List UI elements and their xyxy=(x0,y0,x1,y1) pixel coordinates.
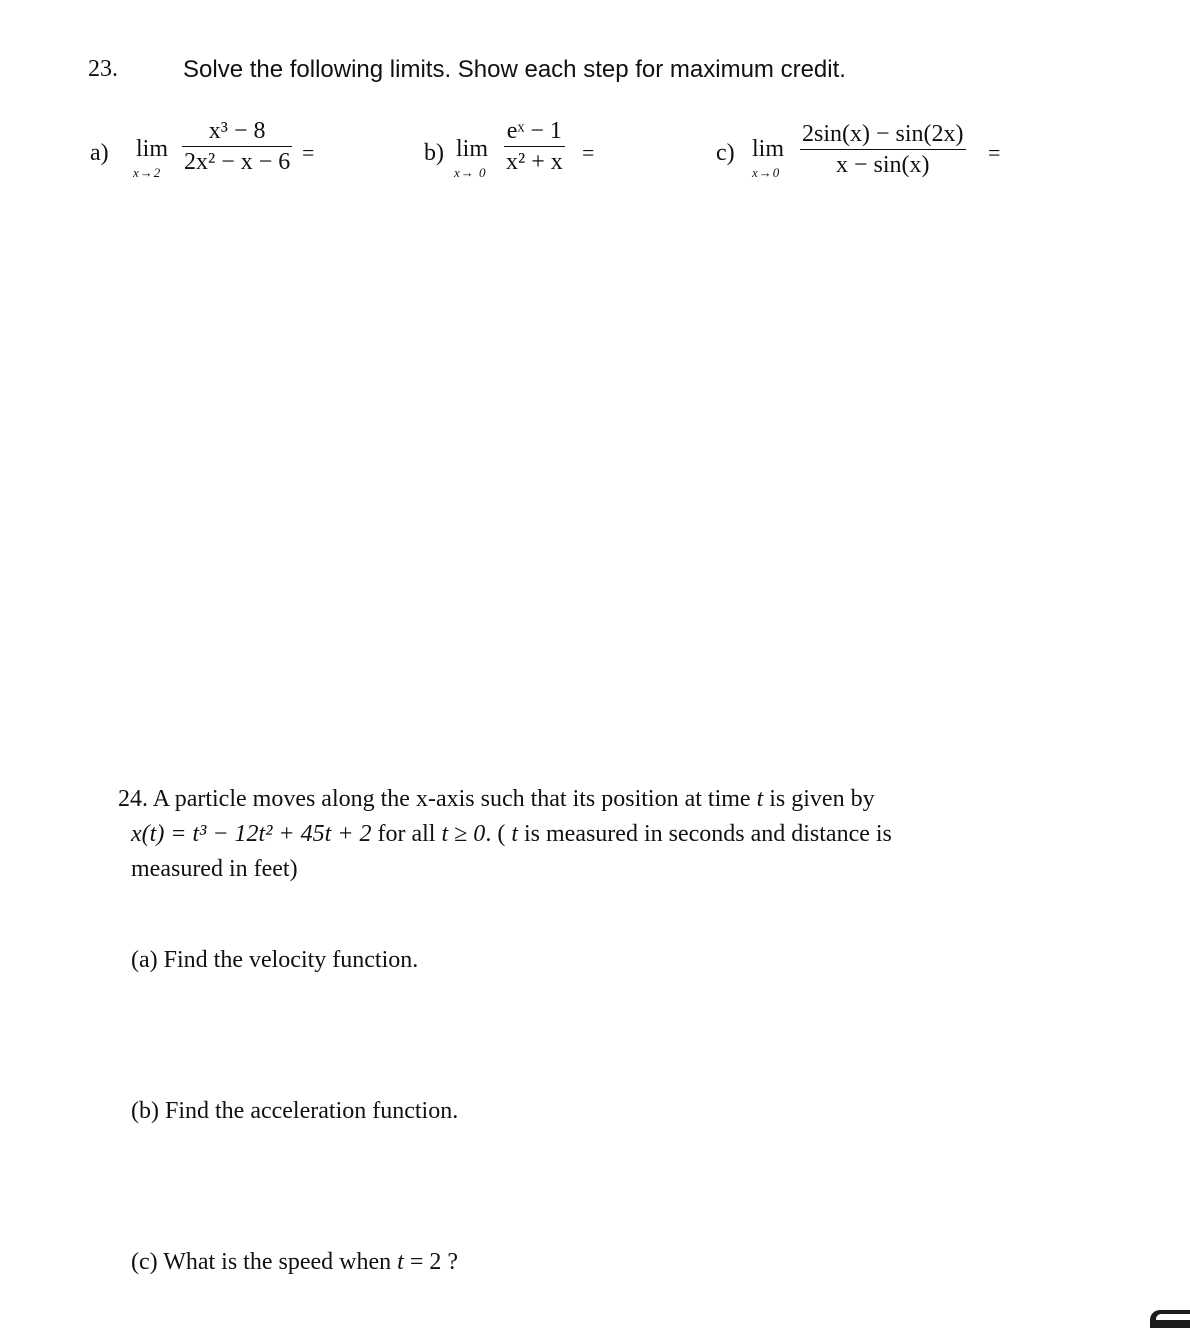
subquestion-c-var-t: t xyxy=(397,1249,404,1275)
question-24-var-t: t xyxy=(756,786,764,812)
part-a-fraction xyxy=(182,116,292,177)
question-24-line-3: measured in feet) xyxy=(131,856,298,882)
question-24-text-2a: for all xyxy=(377,821,436,847)
part-a-denominator: 2x² − x − 6 xyxy=(184,149,291,175)
part-c-label: c) xyxy=(716,140,735,166)
part-b-denominator: x² + x xyxy=(506,149,563,175)
question-24-text-2b: is measured in seconds and distance is xyxy=(523,821,892,847)
part-a-equals: = xyxy=(302,140,315,165)
subquestion-c-text: (c) What is the speed when xyxy=(131,1249,392,1275)
part-b-equals: = xyxy=(582,140,595,165)
question-23-prompt: Solve the following limits. Show each step for maximum credit. xyxy=(183,56,846,83)
part-c-equals: = xyxy=(988,140,1001,165)
position-formula: x(t) = t³ − 12t² + 45t + 2 xyxy=(131,821,372,847)
question-24-var-t-2: t xyxy=(511,821,518,847)
part-b-lim: lim xyxy=(456,136,489,162)
subquestion-b: (b) Find the acceleration function. xyxy=(131,1098,459,1124)
part-b-fraction xyxy=(504,116,565,177)
subquestion-c-value: = 2 ? xyxy=(409,1249,458,1275)
question-24-text-1b: is given by xyxy=(769,786,875,812)
part-b-label: b) xyxy=(424,140,444,166)
part-c-lim: lim xyxy=(752,136,785,162)
part-a-numerator: x³ − 8 xyxy=(208,118,266,144)
question-24-line-2 xyxy=(131,817,892,852)
question-24-text-1a: A particle moves along the x-axis such that its position at time xyxy=(152,786,751,812)
part-c-denominator: x − sin(x) xyxy=(836,152,930,178)
page-corner-icon xyxy=(1150,1310,1190,1328)
part-c-approach: x→0 xyxy=(752,165,781,180)
part-a-label: a) xyxy=(90,140,109,166)
part-a-approach: x→2 xyxy=(133,165,162,180)
part-b-numerator: eˣ − 1 xyxy=(506,118,562,144)
question-24-paren: . ( xyxy=(485,821,506,847)
question-24-line-1 xyxy=(118,782,875,817)
question-24-number: 24. xyxy=(118,786,148,812)
part-a-lim: lim xyxy=(136,136,169,162)
part-c-numerator: 2sin(x) − sin(2x) xyxy=(802,121,964,147)
subquestion-a: (a) Find the velocity function. xyxy=(131,947,419,973)
question-23-number: 23. xyxy=(88,56,118,82)
time-condition: t ≥ 0 xyxy=(441,821,486,847)
part-b-approach: x→ 0 xyxy=(454,165,487,180)
part-c-fraction xyxy=(800,119,966,180)
subquestion-c xyxy=(131,1245,458,1280)
